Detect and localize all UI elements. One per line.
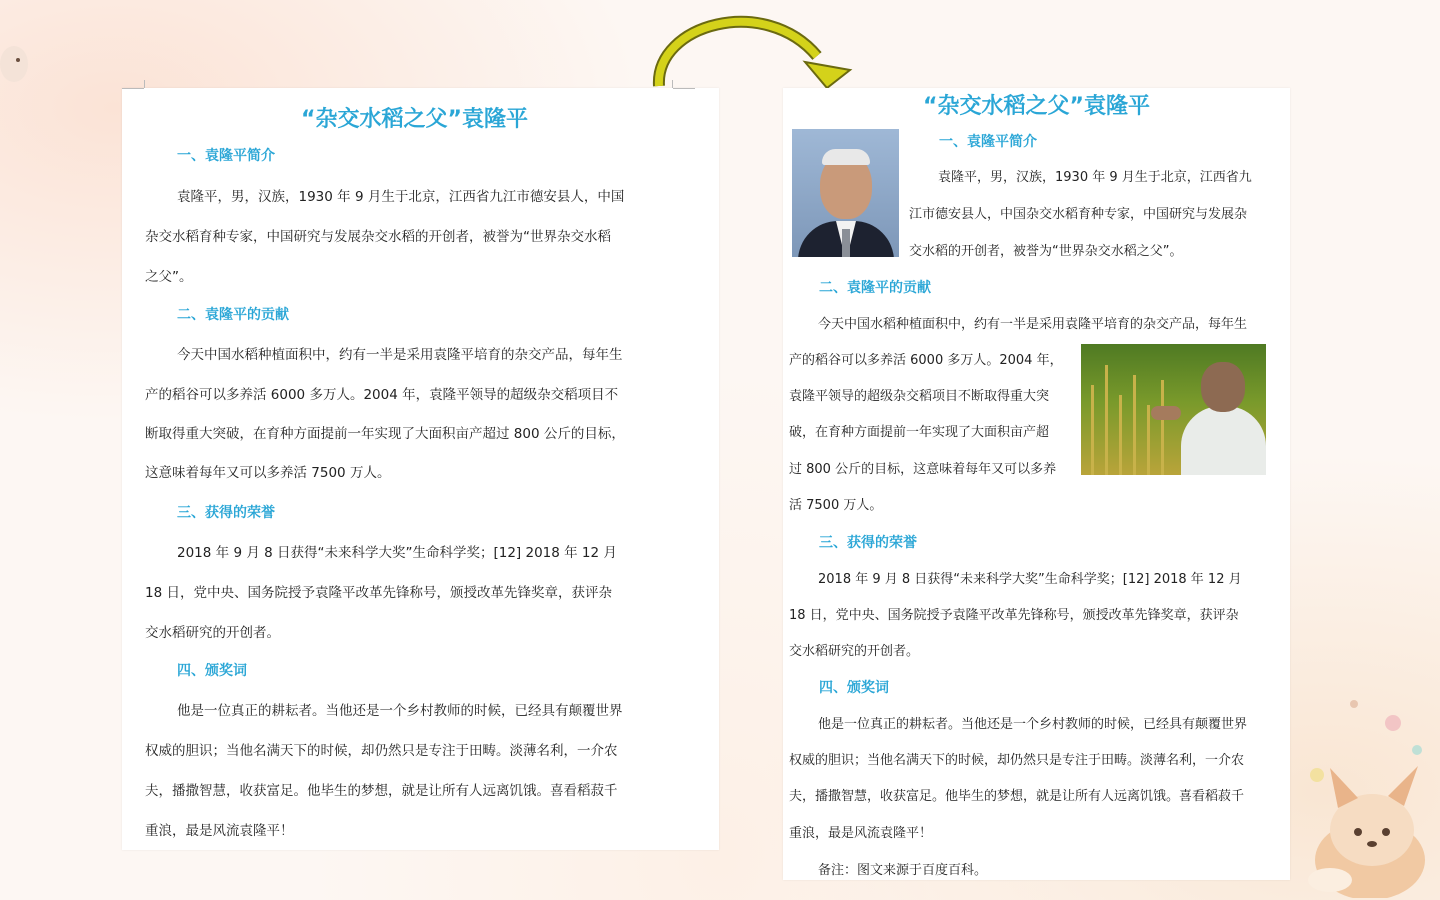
- paragraph-line: 他是一位真正的耕耘者。当他还是一个乡村教师的时候，已经具有颠覆世界: [818, 717, 1248, 732]
- paragraph-line: 产的稻谷可以多养活 6000 多万人。2004 年，袁隆平领导的超级杂交稻项目不: [145, 387, 619, 403]
- paragraph-line: 权威的胆识；当他名满天下的时候，却仍然只是专注于田畴。淡薄名利，一介农: [789, 753, 1245, 768]
- section-heading: 二、袁隆平的贡献: [177, 307, 289, 323]
- curved-arrow-icon: [645, 4, 855, 89]
- portrait-photo: [792, 129, 899, 257]
- paragraph-line: 权威的胆识；当他名满天下的时候，却仍然只是专注于田畴。淡薄名利，一介农: [145, 743, 618, 759]
- fox-illustration-icon: [1300, 760, 1435, 898]
- paragraph-line: 今天中国水稻种植面积中，约有一半是采用袁隆平培育的杂交产品，每年生: [818, 317, 1248, 332]
- paragraph-line: 18 日，党中央、国务院授予袁隆平改革先锋称号，颁授改革先锋奖章，获评杂: [145, 585, 612, 601]
- section-heading: 三、获得的荣誉: [819, 535, 917, 551]
- document-page-original: [122, 88, 719, 850]
- decor-bead: [1412, 745, 1422, 755]
- paragraph-line: 杂交水稻育种专家，中国研究与发展杂交水稻的开创者，被誉为“世界杂交水稻: [145, 229, 611, 245]
- paragraph-line: 袁隆平领导的超级杂交稻项目不断取得重大突: [789, 389, 1050, 404]
- crop-mark: [144, 80, 145, 88]
- crop-mark: [122, 88, 144, 89]
- decor-bead: [1350, 700, 1358, 708]
- paragraph-line: 重浪，最是风流袁隆平！: [789, 826, 933, 841]
- source-note: 备注：图文来源于百度百科。: [818, 863, 988, 878]
- paragraph-line: 夫，播撒智慧，收获富足。他毕生的梦想，就是让所有人远离饥饿。喜看稻菽千: [145, 783, 618, 799]
- paragraph-line: 活 7500 万人。: [789, 498, 883, 513]
- paragraph-line: 这意味着每年又可以多养活 7500 万人。: [145, 465, 391, 481]
- paragraph-line: 2018 年 9 月 8 日获得“未来科学大奖”生命科学奖；[12] 2018 年 12 月: [177, 545, 617, 561]
- paragraph-line: 交水稻研究的开创者。: [145, 625, 280, 641]
- section-heading: 一、袁隆平简介: [177, 148, 275, 164]
- animal-illustration-icon: [0, 42, 30, 87]
- section-heading: 三、获得的荣誉: [177, 505, 275, 521]
- rice-field-photo: [1081, 344, 1266, 475]
- section-heading: 二、袁隆平的贡献: [819, 280, 931, 296]
- decor-bead: [1385, 715, 1401, 731]
- paragraph-line: 产的稻谷可以多养活 6000 多万人。2004 年，: [789, 353, 1063, 368]
- paragraph-line: 过 800 公斤的目标，这意味着每年又可以多养: [789, 462, 1057, 477]
- paragraph-line: 破，在育种方面提前一年实现了大面积亩产超: [789, 425, 1050, 440]
- crop-mark: [673, 88, 695, 89]
- paragraph-line: 袁隆平，男，汉族，1930 年 9 月生于北京，江西省九: [938, 170, 1252, 185]
- paragraph-line: 交水稻研究的开创者。: [789, 644, 920, 659]
- section-heading: 四、颁奖词: [819, 680, 889, 696]
- paragraph-line: 断取得重大突破，在育种方面提前一年实现了大面积亩产超过 800 公斤的目标，: [145, 426, 625, 442]
- paragraph-line: 18 日，党中央、国务院授予袁隆平改革先锋称号，颁授改革先锋奖章，获评杂: [789, 608, 1239, 623]
- crop-mark: [672, 80, 673, 88]
- paragraph-line: 交水稻的开创者，被誉为“世界杂交水稻之父”。: [909, 244, 1183, 259]
- section-heading: 四、颁奖词: [177, 663, 247, 679]
- paragraph-line: 他是一位真正的耕耘者。当他还是一个乡村教师的时候，已经具有颠覆世界: [177, 703, 623, 719]
- paragraph-line: 江市德安县人，中国杂交水稻育种专家，中国研究与发展杂: [909, 207, 1248, 222]
- document-title: “杂交水稻之父”袁隆平: [923, 94, 1150, 119]
- section-heading: 一、袁隆平简介: [939, 134, 1037, 150]
- document-title: “杂交水稻之父”袁隆平: [301, 107, 528, 132]
- paragraph-line: 重浪，最是风流袁隆平！: [145, 823, 294, 839]
- paragraph-line: 今天中国水稻种植面积中，约有一半是采用袁隆平培育的杂交产品，每年生: [177, 347, 623, 363]
- paragraph-line: 2018 年 9 月 8 日获得“未来科学大奖”生命科学奖；[12] 2018 年 12 月: [818, 572, 1242, 587]
- paragraph-line: 之父”。: [145, 269, 193, 285]
- paragraph-line: 夫，播撒智慧，收获富足。他毕生的梦想，就是让所有人远离饥饿。喜看稻菽千: [789, 789, 1245, 804]
- paragraph-line: 袁隆平，男，汉族，1930 年 9 月生于北京，江西省九江市德安县人，中国: [177, 189, 625, 205]
